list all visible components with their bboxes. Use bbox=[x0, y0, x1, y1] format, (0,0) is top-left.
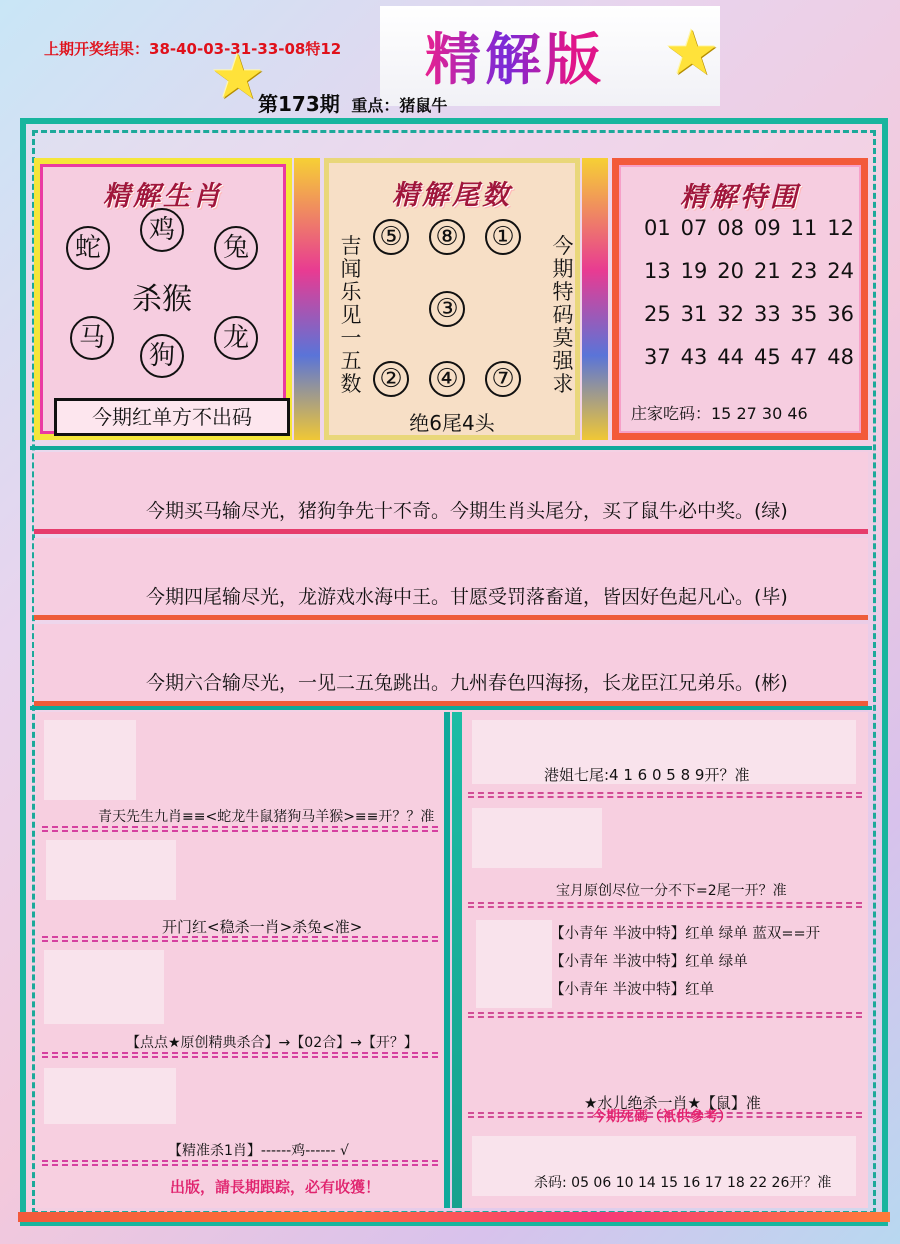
banker-codes: 庄家吃码：15 27 30 46 bbox=[631, 404, 808, 423]
right-entry: 宝月原创尽位一分不下=2尾一开？准 bbox=[556, 883, 787, 899]
special-panel bbox=[612, 158, 868, 440]
half-wave-line: 【小青年 半波中特】红单 绿单 蓝双==开 bbox=[550, 926, 821, 942]
special-number: 08 bbox=[717, 216, 745, 240]
dashed-divider bbox=[42, 936, 438, 942]
poem-line: 今期四尾输尽光，龙游戏水海中王。甘愿受罚落畜道，皆因好色起凡心。(毕) bbox=[146, 586, 788, 608]
left-entry: 【点点★原创精典杀合】→【02合】→【开？】 bbox=[126, 1035, 418, 1051]
left-column bbox=[36, 712, 450, 1208]
poem-row bbox=[34, 624, 868, 706]
tail-number: ② bbox=[373, 361, 409, 397]
left-vertical-text: 吉闻乐见一五数 bbox=[340, 234, 362, 396]
special-number: 23 bbox=[790, 259, 818, 283]
special-number: 33 bbox=[753, 302, 781, 326]
focus-text: 重点：猪鼠牛 bbox=[351, 96, 448, 115]
kill-zodiac: 杀猴 bbox=[132, 282, 192, 317]
tail-bottom-line: 绝6尾4头 bbox=[409, 411, 495, 435]
teal-divider bbox=[30, 446, 872, 450]
tail-number: ① bbox=[485, 219, 521, 255]
special-number: 43 bbox=[680, 345, 708, 369]
special-number-grid bbox=[639, 215, 859, 371]
issue-row bbox=[258, 88, 447, 117]
special-number: 07 bbox=[680, 216, 708, 240]
special-number: 12 bbox=[827, 216, 855, 240]
right-entry: ★水儿绝杀一肖★【鼠】准 bbox=[584, 1094, 761, 1112]
poem-line: 今期六合输尽光，一见二五兔跳出。九州春色四海扬，长龙臣江兄弟乐。(彬) bbox=[146, 672, 788, 694]
special-number: 31 bbox=[680, 302, 708, 326]
tail-number: ④ bbox=[429, 361, 465, 397]
zodiac-circle: 狗 bbox=[140, 334, 184, 378]
footer-note: 出版，請長期跟踪，必有收獲！ bbox=[170, 1178, 381, 1196]
special-number: 37 bbox=[643, 345, 671, 369]
zodiac-circle: 鸡 bbox=[140, 208, 184, 252]
special-number: 44 bbox=[717, 345, 745, 369]
kill-codes: 杀码: 05 06 10 14 15 16 17 18 22 26开？准 bbox=[534, 1175, 832, 1191]
poem-row bbox=[34, 452, 868, 534]
special-number: 35 bbox=[790, 302, 818, 326]
special-number: 13 bbox=[643, 259, 671, 283]
special-number: 24 bbox=[827, 259, 855, 283]
tail-number: ③ bbox=[429, 291, 465, 327]
half-wave-line: 【小青年 半波中特】红单 绿单 bbox=[550, 954, 748, 970]
right-vertical-text: 今期特码莫强求 bbox=[552, 234, 574, 396]
special-number: 20 bbox=[717, 259, 745, 283]
right-column bbox=[462, 712, 868, 1208]
tail-number: ⑦ bbox=[485, 361, 521, 397]
special-number: 01 bbox=[643, 216, 671, 240]
frame-bottom-bar bbox=[18, 1212, 890, 1222]
star-icon: ★ bbox=[210, 40, 266, 113]
dead-codes-label: 今期死碼（衹供參考） bbox=[592, 1109, 732, 1125]
left-entry: 【精准杀1肖】------鸡------ √ bbox=[168, 1143, 349, 1159]
special-number: 25 bbox=[643, 302, 671, 326]
zodiac-panel bbox=[34, 158, 292, 440]
dashed-divider bbox=[42, 1160, 438, 1166]
star-icon: ★ bbox=[664, 16, 720, 89]
zodiac-panel-title: 精解生肖 bbox=[103, 181, 223, 212]
special-number: 48 bbox=[827, 345, 855, 369]
issue-number: 第173期 bbox=[258, 92, 340, 116]
dashed-divider bbox=[42, 1052, 438, 1058]
tail-number: ⑤ bbox=[373, 219, 409, 255]
special-number: 09 bbox=[753, 216, 781, 240]
zodiac-circle: 马 bbox=[70, 316, 114, 360]
zodiac-circle: 蛇 bbox=[66, 226, 110, 270]
panel-divider bbox=[294, 158, 320, 440]
red-single-note: 今期红单方不出码 bbox=[54, 398, 290, 436]
special-number: 36 bbox=[827, 302, 855, 326]
zodiac-circle: 兔 bbox=[214, 226, 258, 270]
special-panel-title: 精解特围 bbox=[680, 182, 800, 213]
tail-panel bbox=[324, 158, 580, 440]
poem-line: 今期买马输尽光，猪狗争先十不奇。今期生肖头尾分，买了鼠牛必中奖。(绿) bbox=[146, 500, 788, 522]
left-entry: 青天先生九肖≡≡<蛇龙牛鼠猪狗马羊猴>≡≡开？？准 bbox=[98, 809, 435, 825]
poem-row bbox=[34, 538, 868, 620]
dashed-divider bbox=[468, 792, 862, 798]
page-title: 精解版 bbox=[425, 16, 605, 96]
special-number: 21 bbox=[753, 259, 781, 283]
special-number: 11 bbox=[790, 216, 818, 240]
dashed-divider bbox=[468, 1012, 862, 1018]
special-number: 19 bbox=[680, 259, 708, 283]
special-number: 47 bbox=[790, 345, 818, 369]
tail-panel-title: 精解尾数 bbox=[392, 180, 512, 211]
left-entry: 开门红<稳杀一肖>杀兔<准> bbox=[162, 918, 363, 936]
special-number: 32 bbox=[717, 302, 745, 326]
panel-divider bbox=[582, 158, 608, 440]
previous-result: 上期开奖结果：38-40-03-31-33-08特12 bbox=[44, 40, 342, 58]
zodiac-circle: 龙 bbox=[214, 316, 258, 360]
right-entry: 港姐七尾:4 1 6 0 5 8 9开？准 bbox=[544, 766, 750, 784]
dashed-divider bbox=[42, 826, 438, 832]
special-number: 45 bbox=[753, 345, 781, 369]
dashed-divider bbox=[468, 902, 862, 908]
teal-divider bbox=[30, 706, 872, 710]
half-wave-line: 【小青年 半波中特】红单 bbox=[550, 982, 715, 998]
tail-number: ⑧ bbox=[429, 219, 465, 255]
